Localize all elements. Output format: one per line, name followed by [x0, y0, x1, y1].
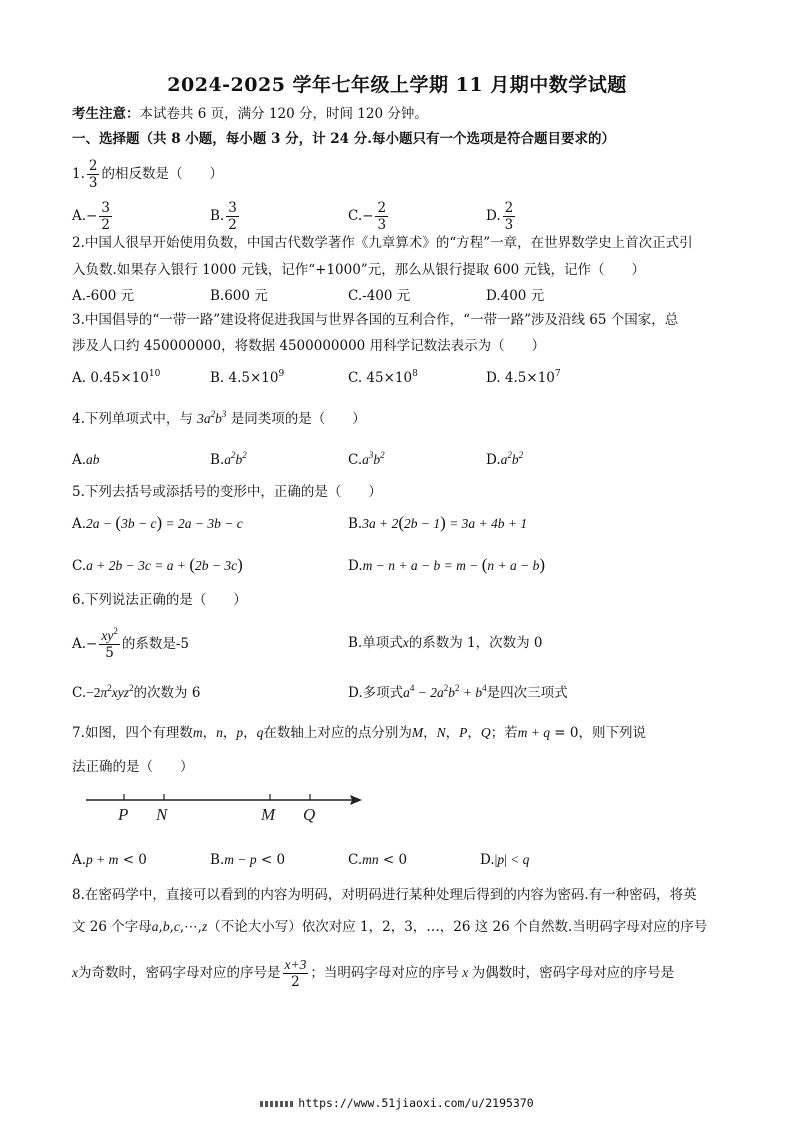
q6-option-a[interactable]: A.− $\frac{xy^2}{5}$ 的系数是-5 [72, 626, 189, 661]
point-label-p: P [118, 805, 129, 824]
q3-option-c[interactable]: C. $45\times 10^8$ [348, 369, 418, 386]
section-heading: 一、选择题（共 8 小题，每小题 3 分，计 24 分.每小题只有一个选项是符合题目要求的） [72, 131, 615, 147]
footer-url[interactable]: https://www.51jiaoxi.com/u/2195370 [298, 1096, 534, 1110]
q5-option-a[interactable]: A.2a − (3b − c) = 2a − 3b − c [72, 513, 243, 532]
q3-option-a[interactable]: A. $0.45\times 10^{10}$ [72, 369, 161, 386]
q5-option-b[interactable]: B.3a + 2(2b − 1) = 3a + 4b + 1 [348, 513, 528, 532]
exam-notice [72, 104, 428, 124]
q4-option-a[interactable]: A.ab [72, 452, 100, 468]
q2-option-d[interactable]: D.400 元 [486, 288, 545, 304]
notice-text: 本试卷共 6 页，满分 120 分，时间 120 分钟。 [139, 106, 428, 122]
q2-option-c[interactable]: C.-400 元 [348, 288, 411, 304]
q6-option-c[interactable]: $C.-2\pi^2xyz^2$的次数为 6 [72, 683, 201, 701]
watermark-logo [260, 1101, 294, 1107]
q7-line-1: 7.如图，四个有理数m，n，p，q在数轴上对应的点分别为M，N，P，Q；若m + q = 0，则下列说 [72, 725, 646, 741]
q7-option-d[interactable]: D.|p| < q [480, 852, 530, 868]
q8-line-1: 8.在密码学中，直接可以看到的内容为明码，对明码进行某种处理后得到的内容为密码.有一种密码，将英 [72, 887, 697, 903]
q3-line-2: 涉及人口约 450000000，将数据 4500000000 用科学记数法表示为（ ） [72, 338, 546, 354]
q5-stem: 5.下列去括号或添括号的变形中，正确的是（ ） [72, 484, 382, 500]
q3-line-1: 3.中国倡导的“一带一路”建设将促进我国与世界各国的互利合作，“一带一路”涉及沿线 65 个国家，总 [72, 312, 679, 328]
q4-option-b[interactable]: $B.a^2b^2$ [210, 450, 247, 468]
q1-stem: 的相反数是（ ） [101, 166, 223, 182]
q2-line-1: 2.中国人很早开始使用负数，中国古代数学著作《九章算术》的“方程”一章，在世界数学史上首次正式引 [72, 235, 693, 251]
q7-option-b[interactable]: B.m − p < 0 [210, 852, 286, 868]
q7-line-2: 法正确的是（ ） [72, 759, 194, 775]
q1-option-b[interactable]: B. $\frac{3}{2}$ [210, 200, 237, 233]
q7-option-c[interactable]: C.mn < 0 [348, 852, 408, 868]
q8-line-3: x为奇数时，密码字母对应的序号是 $\frac{x+3}{2}$ ；当明码字母对应的序号 x 为偶数时，密码字母对应的序号是 [72, 957, 675, 990]
q8-line-2: 文 26 个字母a,b,c,⋯,z（不论大小写）依次对应 1，2，3，…，26 这 26 个自然数.当明码字母对应的序号 [72, 919, 708, 935]
q4-option-c[interactable]: $C.a^3b^2$ [348, 450, 385, 468]
q2-option-a[interactable]: A.-600 元 [72, 288, 135, 304]
question-4: 4.下列单项式中，与 $3a^2b^3$ 是同类项的是（ ） [72, 409, 366, 427]
question-1 [72, 158, 223, 191]
q1-number: 1. [72, 166, 85, 182]
q2-line-2: 入负数.如果存入银行 1000 元钱，记作“+1000”元，那么从银行提取 600 元钱，记作（ ） [72, 262, 646, 278]
watermark-footer [0, 1096, 794, 1110]
number-line-figure [86, 790, 366, 826]
q4-option-d[interactable]: $D.a^2b^2$ [486, 450, 524, 468]
q6-option-d[interactable]: D.多项式$a^4 - 2a^2b^2 + b^4$是四次三项式 [348, 683, 568, 701]
q1-option-c[interactable]: C.− $\frac{2}{3}$ [348, 200, 387, 233]
q6-stem: 6.下列说法正确的是（ ） [72, 592, 247, 608]
q5-option-d[interactable]: D.m − n + a − b = m − (n + a − b) [348, 555, 546, 574]
q3-option-d[interactable]: D. $4.5\times 10^7$ [486, 369, 561, 386]
q5-option-c[interactable]: C.a + 2b − 3c = a + (2b − 3c) [72, 555, 243, 574]
q1-option-d[interactable]: D. $\frac{2}{3}$ [486, 200, 514, 233]
q3-option-b[interactable]: B. $4.5\times 10^9$ [210, 369, 285, 386]
q1-option-a[interactable]: A.− $\frac{3}{2}$ [72, 200, 110, 233]
q2-option-b[interactable]: B.600 元 [210, 288, 268, 304]
page-title: 2024-2025 学年七年级上学期 11 月期中数学试题 [167, 74, 627, 96]
q6-option-b[interactable]: B.单项式x的系数为 1，次数为 0 [348, 635, 543, 651]
point-label-q: Q [303, 805, 316, 824]
q7-option-a[interactable]: A.p + m < 0 [72, 852, 147, 868]
notice-label: 考生注意： [72, 106, 140, 122]
q1-fraction: $\frac{2}{3}$ [88, 158, 98, 191]
point-label-m: M [261, 805, 276, 824]
point-label-n: N [156, 805, 168, 824]
